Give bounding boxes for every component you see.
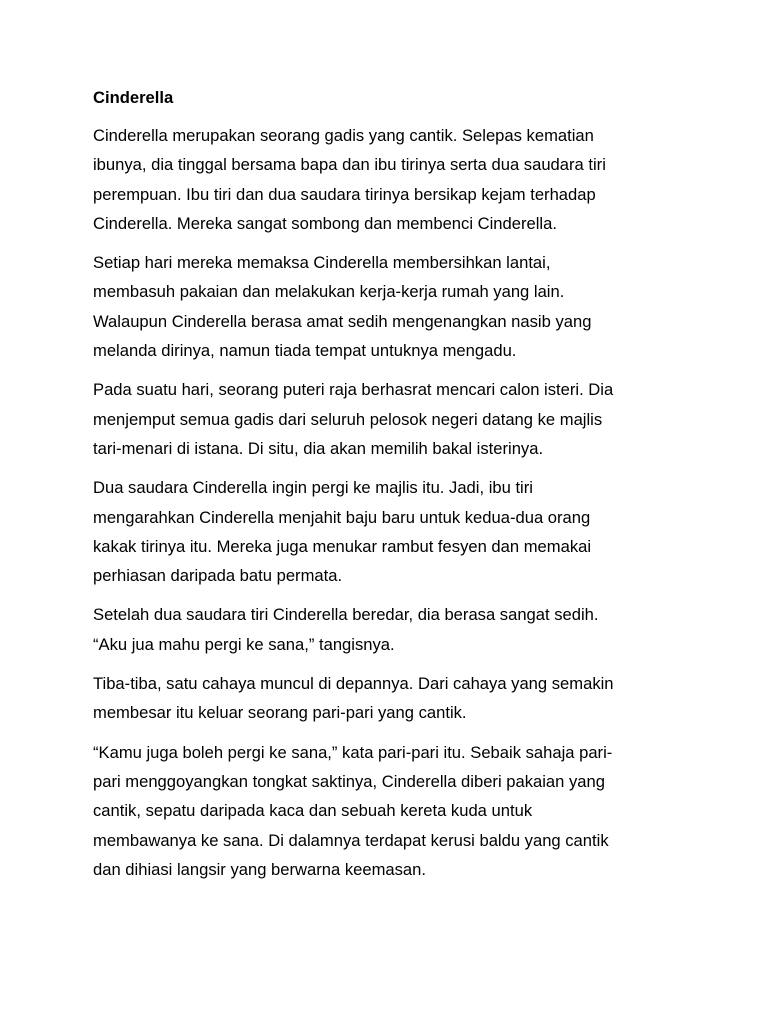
paragraph-6 <box>93 669 673 728</box>
text-line: Cinderella merupakan seorang gadis yang cantik. Selepas kematian <box>93 126 594 145</box>
text-line: perhiasan daripada batu permata. <box>93 566 343 586</box>
text-line: cantik, sepatu daripada kaca dan sebuah kereta kuda untuk <box>93 801 533 821</box>
paragraph-7 <box>93 738 673 884</box>
text-line: Setelah dua saudara tiri Cinderella beredar, dia berasa sangat sedih. <box>93 605 599 625</box>
text-line: “Kamu juga boleh pergi ke sana,” kata pari-pari itu. Sebaik sahaja pari- <box>93 742 613 762</box>
text-line: mengarahkan Cinderella menjahit baju baru untuk kedua-dua orang <box>93 507 591 527</box>
text-line: “Aku jua mahu pergi ke sana,” tangisnya. <box>93 634 395 654</box>
paragraph-2 <box>93 248 673 365</box>
text-line: Tiba-tiba, satu cahaya muncul di depannya. Dari cahaya yang semakin <box>93 674 614 694</box>
text-line: menjemput semua gadis dari seluruh pelosok negeri datang ke majlis <box>93 409 603 429</box>
text-line: melanda dirinya, namun tiada tempat untuknya mengadu. <box>93 341 517 361</box>
text-line: tari-menari di istana. Di situ, dia akan memilih bakal isterinya. <box>93 438 544 458</box>
text-line: Pada suatu hari, seorang puteri raja berhasrat mencari calon isteri. Dia <box>93 380 614 400</box>
text-line: Setiap hari mereka memaksa Cinderella membersihkan lantai, <box>93 253 551 273</box>
document-title: Cinderella <box>93 88 174 107</box>
paragraph-3 <box>93 375 673 463</box>
text-line: Cinderella. Mereka sangat sombong dan membenci Cinderella. <box>93 213 557 233</box>
paragraph-1 <box>93 121 673 238</box>
paragraph-5 <box>93 600 673 659</box>
text-line: dan dihiasi langsir yang berwarna keemasan. <box>93 859 426 879</box>
text-line: membesar itu keluar seorang pari-pari yang cantik. <box>93 703 467 723</box>
text-line: membasuh pakaian dan melakukan kerja-kerja rumah yang lain. <box>93 282 565 302</box>
text-line: Dua saudara Cinderella ingin pergi ke majlis itu. Jadi, ibu tiri <box>93 478 533 498</box>
document-page <box>93 86 673 894</box>
text-line: kakak tirinya itu. Mereka juga menukar rambut fesyen dan memakai <box>93 536 592 556</box>
text-line: perempuan. Ibu tiri dan dua saudara tirinya bersikap kejam terhadap <box>93 184 596 204</box>
text-line: membawanya ke sana. Di dalamnya terdapat kerusi baldu yang cantik <box>93 830 609 850</box>
paragraph-4 <box>93 473 673 590</box>
text-line: Walaupun Cinderella berasa amat sedih mengenangkan nasib yang <box>93 311 592 331</box>
text-line: ibunya, dia tinggal bersama bapa dan ibu tirinya serta dua saudara tiri <box>93 155 606 175</box>
text-line: pari menggoyangkan tongkat saktinya, Cinderella diberi pakaian yang <box>93 771 605 791</box>
